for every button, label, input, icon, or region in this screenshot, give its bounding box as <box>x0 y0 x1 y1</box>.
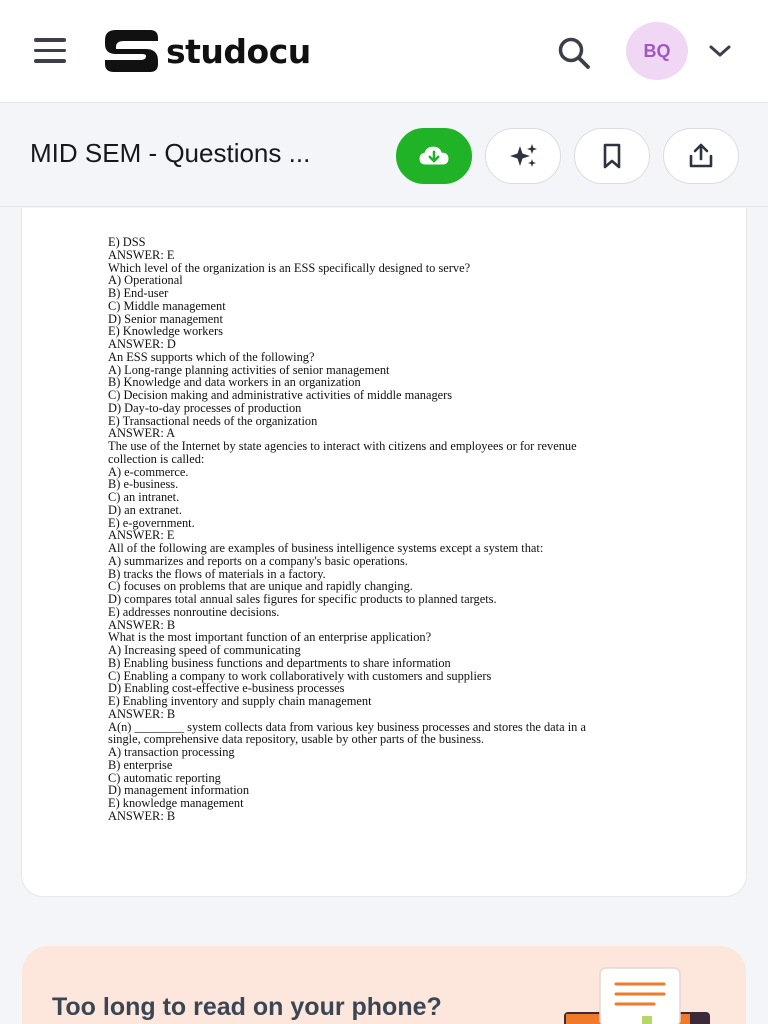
bookmark-button[interactable] <box>574 128 650 184</box>
document-line: A) summarizes and reports on a company's basic operations. <box>108 553 408 568</box>
document-line: D) Senior management <box>108 311 223 326</box>
document-line: B) tracks the flows of materials in a factory. <box>108 566 326 581</box>
account-menu-toggle[interactable] <box>706 40 734 62</box>
document-line: C) Decision making and administrative activities of middle managers <box>108 388 453 402</box>
document-line: E) Knowledge workers <box>108 324 223 339</box>
document-line: ANSWER: A <box>108 426 176 441</box>
share-button[interactable] <box>663 128 739 184</box>
document-line: ANSWER: B <box>108 706 176 721</box>
document-stack-icon <box>562 966 712 1024</box>
document-line: ANSWER: B <box>108 808 176 823</box>
document-line: D) an extranet. <box>108 502 182 517</box>
share-icon <box>687 142 715 170</box>
promo-banner[interactable] <box>22 946 746 1024</box>
document-line: A) Operational <box>108 273 183 288</box>
document-line: C) Enabling a company to work collaboratively with customers and suppliers <box>108 668 492 683</box>
bookmark-icon <box>600 142 624 170</box>
document-line: ANSWER: E <box>108 247 175 262</box>
document-line: E) Transactional needs of the organization <box>108 413 318 428</box>
document-line: C) Middle management <box>108 298 226 313</box>
cloud-download-icon <box>417 143 451 169</box>
document-line: An ESS supports which of the following? <box>108 349 315 364</box>
document-line: E) Enabling inventory and supply chain management <box>108 694 372 708</box>
menu-button[interactable] <box>34 38 70 66</box>
document-line: C) focuses on problems that are unique and rapidly changing. <box>108 579 413 594</box>
document-line: B) Knowledge and data workers in an organization <box>108 375 361 390</box>
document-line: D) Enabling cost-effective e-business processes <box>108 681 345 696</box>
document-line: Which level of the organization is an ESS specifically designed to serve? <box>108 260 471 275</box>
document-line: collection is called: <box>108 451 205 466</box>
document-line: A) e-commerce. <box>108 464 189 479</box>
avatar[interactable]: BQ <box>626 22 688 80</box>
document-line: B) End-user <box>108 286 169 300</box>
document-line: A) Long-range planning activities of senior management <box>108 362 390 377</box>
ai-assistant-button[interactable] <box>485 128 561 184</box>
document-page <box>21 208 747 897</box>
document-line: A(n) ________ system collects data from various key business processes and stores the data in a <box>108 719 586 734</box>
promo-text: Too long to read on your phone? <box>52 993 442 1021</box>
document-line: E) DSS <box>108 235 146 249</box>
document-line: B) Enabling business functions and departments to share information <box>108 655 451 670</box>
document-line: B) e-business. <box>108 477 179 492</box>
document-line: B) enterprise <box>108 757 173 772</box>
document-line: ANSWER: B <box>108 617 176 632</box>
document-title: MID SEM - Questions ... <box>30 138 311 168</box>
document-line: A) transaction processing <box>108 745 235 759</box>
document-line: D) compares total annual sales figures for specific products to planned targets. <box>108 592 497 606</box>
document-line: C) an intranet. <box>108 490 180 504</box>
chevron-down-icon <box>706 40 734 62</box>
document-line: single, comprehensive data repository, usable by other parts of the business. <box>108 732 484 747</box>
top-header <box>0 0 768 103</box>
document-line: What is the most important function of an enterprise application? <box>108 630 432 645</box>
document-line: ANSWER: D <box>108 337 176 351</box>
document-line: All of the following are examples of business intelligence systems except a system that: <box>108 541 544 555</box>
document-line: E) e-government. <box>108 515 195 530</box>
document-line: D) Day-to-day processes of production <box>108 400 302 415</box>
search-icon <box>552 32 596 72</box>
document-line: C) automatic reporting <box>108 770 221 785</box>
document-line: A) Increasing speed of communicating <box>108 643 301 657</box>
download-button[interactable] <box>396 128 472 184</box>
search-button[interactable] <box>552 32 596 72</box>
logo-text: studocu <box>166 31 311 71</box>
document-line: E) knowledge management <box>108 796 244 810</box>
hamburger-icon <box>34 38 66 42</box>
sparkles-icon <box>507 142 539 170</box>
document-line: D) management information <box>108 783 250 798</box>
studocu-logo-icon <box>102 27 160 75</box>
document-line: E) addresses nonroutine decisions. <box>108 604 280 619</box>
document-toolbar <box>0 104 768 207</box>
document-line: The use of the Internet by state agencies to interact with citizens and employees or for revenue <box>108 439 577 453</box>
document-text <box>108 236 688 823</box>
studocu-logo[interactable] <box>102 27 311 75</box>
document-line: ANSWER: E <box>108 528 175 543</box>
